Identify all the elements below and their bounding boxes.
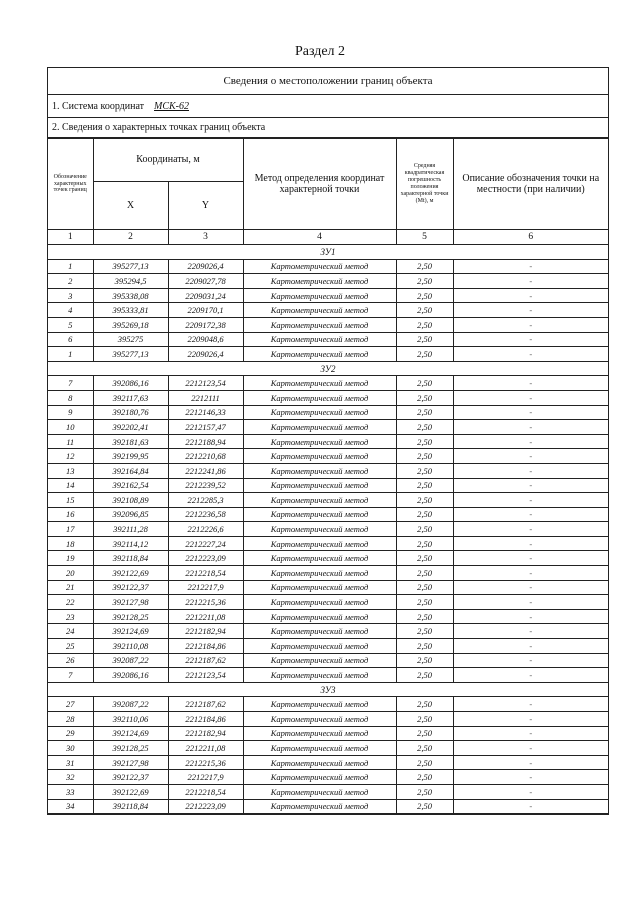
error: 2,50: [396, 726, 453, 741]
coord-y: 2212184,86: [168, 639, 243, 654]
error: 2,50: [396, 507, 453, 522]
description: -: [453, 493, 608, 508]
description: -: [453, 609, 608, 624]
table-row: [48, 712, 608, 727]
coord-y: 2212210,68: [168, 449, 243, 464]
coord-y: 2212215,36: [168, 755, 243, 770]
error: 2,50: [396, 580, 453, 595]
error: 2,50: [396, 463, 453, 478]
header-error: Средняя квадратическая погрешность положения характерной точки (Mt), м: [396, 139, 453, 230]
coord-x: 392122,69: [93, 566, 168, 581]
table-row: [48, 376, 608, 391]
description: -: [453, 639, 608, 654]
group-label: ЗУ2: [48, 361, 608, 376]
coord-x: 392117,63: [93, 390, 168, 405]
coord-x: 392122,37: [93, 770, 168, 785]
coord-y: 2212239,52: [168, 478, 243, 493]
description: -: [453, 536, 608, 551]
point-number: 18: [48, 536, 93, 551]
table-row: [48, 609, 608, 624]
error: 2,50: [396, 493, 453, 508]
coord-y: 2209031,24: [168, 288, 243, 303]
coord-x: 392127,98: [93, 755, 168, 770]
point-number: 13: [48, 463, 93, 478]
point-number: 12: [48, 449, 93, 464]
table-row: [48, 697, 608, 712]
coord-x: 392118,84: [93, 799, 168, 814]
coord-y: 2209172,38: [168, 317, 243, 332]
coord-y: 2212217,9: [168, 770, 243, 785]
col-number: 1: [48, 230, 93, 245]
error: 2,50: [396, 784, 453, 799]
table-row: [48, 653, 608, 668]
coord-y: 2212123,54: [168, 668, 243, 683]
coord-x: 392114,12: [93, 536, 168, 551]
error: 2,50: [396, 668, 453, 683]
coord-x: 392124,69: [93, 726, 168, 741]
coord-y: 2212211,08: [168, 741, 243, 756]
coord-y: 2212226,6: [168, 522, 243, 537]
table-row: [48, 566, 608, 581]
coord-x: 392127,98: [93, 595, 168, 610]
description: -: [453, 551, 608, 566]
char-points-title: 2. Сведения о характерных точках границ объекта: [48, 118, 608, 138]
description: -: [453, 668, 608, 683]
coord-y: 2209027,78: [168, 274, 243, 289]
method: Картометрический метод: [243, 303, 396, 318]
method: Картометрический метод: [243, 712, 396, 727]
point-number: 15: [48, 493, 93, 508]
point-number: 4: [48, 303, 93, 318]
point-number: 8: [48, 390, 93, 405]
table-row: [48, 463, 608, 478]
error: 2,50: [396, 478, 453, 493]
point-number: 14: [48, 478, 93, 493]
description: -: [453, 420, 608, 435]
method: Картометрический метод: [243, 390, 396, 405]
group-row: [48, 682, 608, 697]
coord-y: 2212188,94: [168, 434, 243, 449]
table-row: [48, 303, 608, 318]
error: 2,50: [396, 288, 453, 303]
description: -: [453, 595, 608, 610]
error: 2,50: [396, 303, 453, 318]
point-number: 11: [48, 434, 93, 449]
table-row: [48, 770, 608, 785]
method: Картометрический метод: [243, 332, 396, 347]
col-number: 5: [396, 230, 453, 245]
method: Картометрический метод: [243, 566, 396, 581]
method: Картометрический метод: [243, 697, 396, 712]
point-number: 24: [48, 624, 93, 639]
header-x: X: [93, 182, 168, 230]
coord-y: 2212227,24: [168, 536, 243, 551]
method: Картометрический метод: [243, 653, 396, 668]
boundary-info-table: [47, 67, 609, 815]
description: -: [453, 478, 608, 493]
error: 2,50: [396, 405, 453, 420]
table-row: [48, 580, 608, 595]
description: -: [453, 317, 608, 332]
coord-y: 2212184,86: [168, 712, 243, 727]
coord-x: 395338,08: [93, 288, 168, 303]
coord-y: 2212182,94: [168, 624, 243, 639]
table-row: [48, 288, 608, 303]
table-row: [48, 639, 608, 654]
point-number: 26: [48, 653, 93, 668]
table-row: [48, 551, 608, 566]
point-number: 33: [48, 784, 93, 799]
point-number: 20: [48, 566, 93, 581]
coord-system-label: 1. Система координат: [52, 100, 145, 112]
coord-y: 2212217,9: [168, 580, 243, 595]
header-point-label: Обозначение характерных точек границ: [48, 139, 93, 230]
description: -: [453, 784, 608, 799]
description: -: [453, 755, 608, 770]
point-number: 1: [48, 347, 93, 362]
error: 2,50: [396, 522, 453, 537]
description: -: [453, 741, 608, 756]
error: 2,50: [396, 755, 453, 770]
method: Картометрический метод: [243, 551, 396, 566]
description: -: [453, 405, 608, 420]
coord-x: 392122,69: [93, 784, 168, 799]
coord-y: 2209048,6: [168, 332, 243, 347]
group-label: ЗУ1: [48, 245, 608, 260]
coord-x: 392086,16: [93, 668, 168, 683]
coord-x: 392202,41: [93, 420, 168, 435]
description: -: [453, 303, 608, 318]
point-number: 30: [48, 741, 93, 756]
coord-x: 392128,25: [93, 741, 168, 756]
method: Картометрический метод: [243, 317, 396, 332]
description: -: [453, 726, 608, 741]
point-number: 23: [48, 609, 93, 624]
table-row: [48, 332, 608, 347]
description: -: [453, 624, 608, 639]
method: Картометрический метод: [243, 595, 396, 610]
error: 2,50: [396, 770, 453, 785]
coord-x: 392162,54: [93, 478, 168, 493]
coord-x: 392199,95: [93, 449, 168, 464]
error: 2,50: [396, 449, 453, 464]
point-number: 22: [48, 595, 93, 610]
coord-y: 2212182,94: [168, 726, 243, 741]
coord-system-value: МСК-62: [154, 100, 190, 112]
description: -: [453, 566, 608, 581]
section-title: Раздел 2: [294, 44, 346, 59]
group-label: ЗУ3: [48, 682, 608, 697]
description: -: [453, 507, 608, 522]
description: -: [453, 274, 608, 289]
point-number: 29: [48, 726, 93, 741]
method: Картометрический метод: [243, 463, 396, 478]
coord-y: 2212157,47: [168, 420, 243, 435]
coord-x: 392087,22: [93, 697, 168, 712]
point-number: 3: [48, 288, 93, 303]
coord-y: 2209170,1: [168, 303, 243, 318]
col-number: 6: [453, 230, 608, 245]
table-row: [48, 741, 608, 756]
method: Картометрический метод: [243, 668, 396, 683]
method: Картометрический метод: [243, 741, 396, 756]
table-row: [48, 420, 608, 435]
error: 2,50: [396, 566, 453, 581]
method: Картометрический метод: [243, 580, 396, 595]
error: 2,50: [396, 434, 453, 449]
table-row: [48, 668, 608, 683]
method: Картометрический метод: [243, 770, 396, 785]
error: 2,50: [396, 390, 453, 405]
description: -: [453, 580, 608, 595]
method: Картометрический метод: [243, 726, 396, 741]
description: -: [453, 390, 608, 405]
point-number: 7: [48, 376, 93, 391]
coord-x: 392086,16: [93, 376, 168, 391]
coord-x: 395333,81: [93, 303, 168, 318]
header-coords: Координаты, м: [93, 139, 243, 182]
point-number: 19: [48, 551, 93, 566]
description: -: [453, 653, 608, 668]
header-y: Y: [168, 182, 243, 230]
table-row: [48, 449, 608, 464]
point-number: 10: [48, 420, 93, 435]
point-number: 17: [48, 522, 93, 537]
table-row: [48, 259, 608, 274]
coord-x: 395269,18: [93, 317, 168, 332]
coord-x: 392164,84: [93, 463, 168, 478]
point-number: 25: [48, 639, 93, 654]
info-title: Сведения о местоположении границ объекта: [48, 68, 608, 95]
description: -: [453, 434, 608, 449]
point-number: 32: [48, 770, 93, 785]
table-row: [48, 726, 608, 741]
method: Картометрический метод: [243, 609, 396, 624]
method: Картометрический метод: [243, 493, 396, 508]
table-row: [48, 522, 608, 537]
method: Картометрический метод: [243, 522, 396, 537]
table-row: [48, 434, 608, 449]
points-table: [48, 138, 608, 814]
description: -: [453, 799, 608, 814]
coord-x: 392111,28: [93, 522, 168, 537]
coord-y: 2212123,54: [168, 376, 243, 391]
table-row: [48, 478, 608, 493]
description: -: [453, 463, 608, 478]
error: 2,50: [396, 274, 453, 289]
method: Картометрический метод: [243, 755, 396, 770]
table-row: [48, 405, 608, 420]
table-row: [48, 595, 608, 610]
coord-y: 2212215,36: [168, 595, 243, 610]
description: -: [453, 376, 608, 391]
method: Картометрический метод: [243, 347, 396, 362]
coord-y: 2212146,33: [168, 405, 243, 420]
coord-x: 392124,69: [93, 624, 168, 639]
point-number: 9: [48, 405, 93, 420]
description: -: [453, 770, 608, 785]
description: -: [453, 259, 608, 274]
col-number: 3: [168, 230, 243, 245]
description: -: [453, 697, 608, 712]
coord-x: 395277,13: [93, 347, 168, 362]
point-number: 27: [48, 697, 93, 712]
error: 2,50: [396, 551, 453, 566]
error: 2,50: [396, 653, 453, 668]
coord-x: 395294,5: [93, 274, 168, 289]
coord-x: 392122,37: [93, 580, 168, 595]
coord-x: 395275: [93, 332, 168, 347]
table-row: [48, 317, 608, 332]
coord-y: 2212111: [168, 390, 243, 405]
method: Картометрический метод: [243, 507, 396, 522]
coord-x: 392110,08: [93, 639, 168, 654]
header-method: Метод определения координат характерной точки: [243, 139, 396, 230]
coord-x: 392108,89: [93, 493, 168, 508]
table-row: [48, 799, 608, 814]
method: Картометрический метод: [243, 274, 396, 289]
method: Картометрический метод: [243, 784, 396, 799]
coord-y: 2212285,3: [168, 493, 243, 508]
point-number: 7: [48, 668, 93, 683]
coord-x: 392181,63: [93, 434, 168, 449]
coord-x: 392096,85: [93, 507, 168, 522]
coord-x: 392087,22: [93, 653, 168, 668]
error: 2,50: [396, 536, 453, 551]
table-row: [48, 274, 608, 289]
method: Картометрический метод: [243, 288, 396, 303]
method: Картометрический метод: [243, 434, 396, 449]
error: 2,50: [396, 624, 453, 639]
error: 2,50: [396, 595, 453, 610]
coord-y: 2212223,09: [168, 799, 243, 814]
method: Картометрический метод: [243, 420, 396, 435]
group-row: [48, 245, 608, 260]
point-number: 2: [48, 274, 93, 289]
method: Картометрический метод: [243, 478, 396, 493]
description: -: [453, 347, 608, 362]
method: Картометрический метод: [243, 405, 396, 420]
table-row: [48, 755, 608, 770]
point-number: 21: [48, 580, 93, 595]
coord-y: 2212223,09: [168, 551, 243, 566]
table-row: [48, 347, 608, 362]
coord-x: 395277,13: [93, 259, 168, 274]
error: 2,50: [396, 259, 453, 274]
error: 2,50: [396, 317, 453, 332]
coord-y: 2212187,62: [168, 697, 243, 712]
error: 2,50: [396, 609, 453, 624]
table-row: [48, 493, 608, 508]
error: 2,50: [396, 712, 453, 727]
coord-y: 2212236,58: [168, 507, 243, 522]
description: -: [453, 712, 608, 727]
description: -: [453, 332, 608, 347]
coord-y: 2209026,4: [168, 259, 243, 274]
description: -: [453, 449, 608, 464]
method: Картометрический метод: [243, 449, 396, 464]
description: -: [453, 522, 608, 537]
point-number: 28: [48, 712, 93, 727]
point-number: 31: [48, 755, 93, 770]
error: 2,50: [396, 420, 453, 435]
point-number: 6: [48, 332, 93, 347]
table-row: [48, 784, 608, 799]
error: 2,50: [396, 799, 453, 814]
method: Картометрический метод: [243, 639, 396, 654]
group-row: [48, 361, 608, 376]
table-row: [48, 536, 608, 551]
table-row: [48, 390, 608, 405]
error: 2,50: [396, 697, 453, 712]
col-number: 4: [243, 230, 396, 245]
coord-x: 392180,76: [93, 405, 168, 420]
coord-y: 2212211,08: [168, 609, 243, 624]
coord-y: 2212218,54: [168, 566, 243, 581]
error: 2,50: [396, 332, 453, 347]
point-number: 16: [48, 507, 93, 522]
error: 2,50: [396, 639, 453, 654]
method: Картометрический метод: [243, 536, 396, 551]
point-number: 1: [48, 259, 93, 274]
col-number: 2: [93, 230, 168, 245]
coord-x: 392110,06: [93, 712, 168, 727]
point-number: 5: [48, 317, 93, 332]
error: 2,50: [396, 741, 453, 756]
description: -: [453, 288, 608, 303]
method: Картометрический метод: [243, 799, 396, 814]
coord-y: 2212187,62: [168, 653, 243, 668]
point-number: 34: [48, 799, 93, 814]
method: Картометрический метод: [243, 376, 396, 391]
table-row: [48, 507, 608, 522]
coord-system-row: [48, 95, 608, 118]
header-description: Описание обозначения точки на местности (при наличии): [453, 139, 608, 230]
coord-y: 2212218,54: [168, 784, 243, 799]
error: 2,50: [396, 347, 453, 362]
method: Картометрический метод: [243, 624, 396, 639]
coord-x: 392128,25: [93, 609, 168, 624]
table-row: [48, 624, 608, 639]
coord-y: 2212241,86: [168, 463, 243, 478]
method: Картометрический метод: [243, 259, 396, 274]
coord-y: 2209026,4: [168, 347, 243, 362]
coord-x: 392118,84: [93, 551, 168, 566]
error: 2,50: [396, 376, 453, 391]
